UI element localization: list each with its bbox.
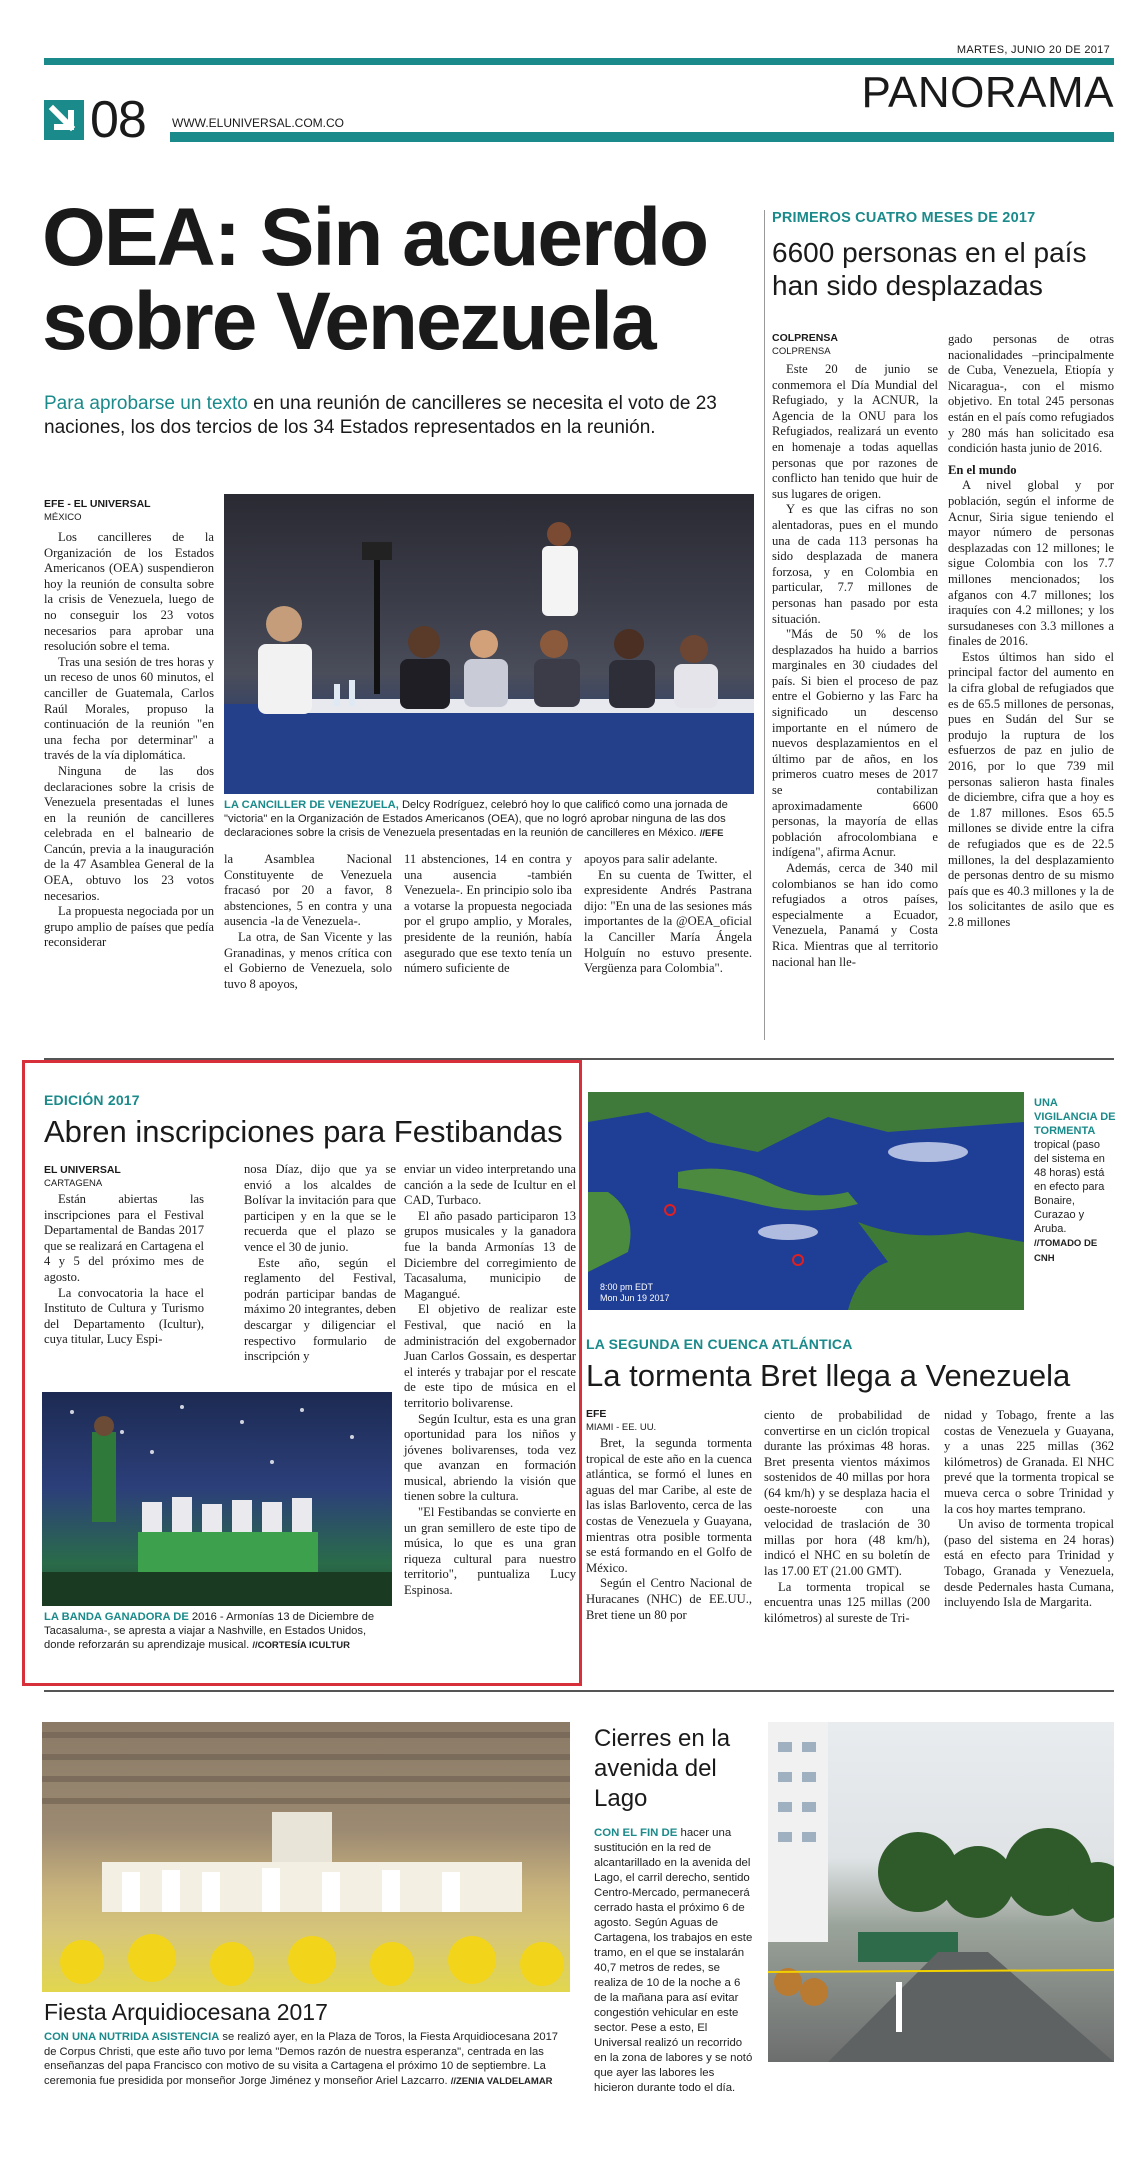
paragraph: Están abiertas las inscripciones para el Festival Departamental de Bandas 2017 que se realizará en Cartagena el 4 y 5 del próximo mes de agosto. [44, 1192, 204, 1284]
festibandas-kicker: EDICIÓN 2017 [44, 1092, 140, 1108]
paragraph: Estos últimos han sido el principal factor del aumento en la cifra global de refugiados que es de 65.5 millones de personas, pues en Sudán del Sur se produjo la ruptura de los esfuerzos de paz en julio de 2016, por lo que 739 mil personas salieron hasta finales de diciembre, cifra que a hoy es de 1.87 millones. Esos 65.5 millones se divide entre la cifra de refugiados que es de 22.5 millones, la del desplazamiento de personas dentro de su mismo país que es 40.3 millones y la de los solicitantes de asilo que es 2.8 millones [948, 649, 1114, 929]
paragraph: La otra, de San Vicente y las Granadinas, y menos crítica con el Gobierno de Venezuela, solo tuvo 8 apoyos, [224, 929, 392, 991]
caption-credit: //EFE [699, 828, 724, 839]
caption-lead: LA CANCILLER DE VENEZUELA, [224, 799, 399, 811]
paragraph: La propuesta negociada por un grupo amplio de países que pedía reconsiderar [44, 904, 214, 950]
map-timestamp [600, 1282, 670, 1304]
fiesta-caption [44, 2030, 572, 2089]
paragraph: El año pasado participaron 13 grupos musicales y la ganadora fue la banda Armonías 13 de Diciembre del corregimiento de Tacasaluma, municipio de Magangué. [404, 1208, 576, 1301]
side-headline: 6600 personas en el país han sido desplazadas [772, 237, 1087, 301]
caption-credit: //CORTESÍA ICULTUR [252, 1640, 350, 1651]
paragraph: Además, cerca de 340 mil colombianos se han ido como refugiados a otros países, especialmente a Ecuador, Venezuela, Panamá y Costa Rica. Mientras que al territorio nacional han lle- [772, 861, 938, 969]
band-photo [42, 1392, 392, 1606]
main-column-3 [404, 852, 572, 977]
paragraph: enviar un video interpretando una canción a la sede de Icultur en el CAD, Turbaco. [404, 1162, 576, 1208]
paragraph: Este 20 de junio se conmemora el Día Mundial del Refugiado, y la ACNUR, la Agencia de la ONU para los Refugiados, realizará un evento en homenaje a todas aquellas personas que por razones de conflicto han tenido que huir de sus lugares de origen. [772, 362, 938, 501]
festibandas-column-1 [44, 1192, 204, 1348]
deck-text: en una reunión de cancilleres se necesita el voto de 23 naciones, los dos tercios de los 34 Estados representados en la reunión. [44, 393, 717, 438]
timestamp-date: Mon Jun 19 2017 [600, 1293, 670, 1303]
header-top-rule [44, 58, 1114, 65]
paragraph: nosa Díaz, dijo que ya se envió a los alcaldes de Bolívar la invitación para que participen y en la que se le recuerda que el plazo se vence el 30 de junio. [244, 1162, 396, 1254]
paragraph: Tras una sesión de tres horas y un receso de unos 60 minutos, el canciller de Guatemala, Carlos Raúl Morales, propuso la continuación de la reunión "en una fecha por determinar" a través de la vía diplomática. [44, 654, 214, 763]
lago-headline: Cierres en la avenida del Lago [594, 1725, 731, 1812]
column-divider [764, 210, 765, 1040]
byline-agency: EFE [586, 1408, 607, 1420]
storm-column-2 [764, 1408, 930, 1626]
arrow-down-right-icon [44, 100, 84, 140]
fiesta-headline: Fiesta Arquidiocesana 2017 [44, 1999, 328, 2025]
caption-credit: //ZENIA VALDELAMAR [450, 2075, 553, 2087]
side-kicker: PRIMEROS CUATRO MESES DE 2017 [772, 210, 1036, 226]
side-column-2 [948, 332, 1114, 931]
paragraph: El objetivo de realizar este Festival, que nació en la administración del exgobernador Juan Carlos Gossain, es despertar el interés y trabajar por el rescate de este tipo de música en el territorio bolivarense. [404, 1302, 576, 1410]
festibandas-byline [44, 1164, 121, 1190]
caption-lead: CON UNA NUTRIDA ASISTENCIA [44, 2031, 220, 2043]
main-headline: OEA: Sin acuerdo sobre Venezuela [42, 192, 708, 367]
storm-column-1 [586, 1436, 752, 1623]
byline-agency: EFE - EL UNIVERSAL [44, 498, 151, 510]
text-body: hacer una sustitución en la red de alcantarillado en la avenida del Lago, el carril derecho, sentido Centro-Mercado, permanecerá cerrado hasta el próximo 6 de agosto. Según Aguas de Cartagena, los trabajos en este tramo, en el que se instalarán 40,7 metros de redes, se realiza de 10 de la noche a 6 de la mañana para así evitar congestión vehicular en este sector. Pese a esto, El Universal realizó un recorrido en la zona de labores y se notó que ayer las labores les hicieron durante todo el día. [594, 1827, 753, 2094]
paragraph: Un aviso de tormenta tropical (paso del sistema en 24 horas) está en efecto para Trinidad y Tobago, Granada y Venezuela, desde Pedernales hasta Cumana, incluyendo Isla de Margarita. [944, 1517, 1114, 1610]
deck-lead: Para aprobarse un texto [44, 393, 248, 414]
band-photo-caption [44, 1610, 394, 1653]
paragraph: Este año, según el reglamento del Festival, podrán participar bandas de máximo 20 integrantes, deben descargar y diligenciar el respectivo formulario de inscripción y [244, 1255, 396, 1364]
paragraph: "Más de 50 % de los desplazados ha huido a barrios marginales en 30 ciudades del país. Si bien el proceso de paz entre el Gobierno y las Farc ha significado un descenso importante en el número de nuevos desplazamientos en el último par de años, en los primeros cuatro meses de 2017 se contabilizan aproximadamente 6600 personas, la mayoría de ellas población afrocolombiana e indígena", afirma Acnur. [772, 627, 938, 860]
paragraph: Los cancilleres de la Organización de los Estados Americanos (OEA) suspendieron hoy la reunión de consulta sobre la crisis de Venezuela, luego de no conseguir los 23 votos necesarios para aprobar una resolución sobre el tema. [44, 530, 214, 654]
paragraph: A nivel global y por población, según el informe de Acnur, Siria sigue teniendo el mayor número de personas desplazadas con 12 millones; le sigue Colombia con los 7.7 millones mencionados; los afganos con 4.7 millones; los iraquíes con 4.2 millones; y los sursudaneses con 3.3 millones a finales de 2016. [948, 478, 1114, 649]
oas-meeting-photo [224, 494, 754, 794]
main-deck [44, 392, 744, 440]
paragraph: ciento de probabilidad de convertirse en un ciclón tropical durante las próximas 48 horas. Bret presenta vientos máximos sostenidos de 40 millas por hora (64 km/h) y se desplaza hacia el oeste-noroeste con una velocidad de traslación de 30 millas por hora (48 km/h), indicó el NHC en su boletín de las 17.00 ET (21.00 GMT). [764, 1408, 930, 1578]
caption-text: tropical (paso del sistema en 48 horas) está en efecto para Bonaire, Curazao y Aruba. [1034, 1139, 1105, 1235]
paragraph: "El Festibandas se convierte en un gran semillero de este tipo de música, lo que es una gran riqueza cultural para nuestro territorio", puntualiza Lucy Espinosa. [404, 1505, 576, 1598]
website-link[interactable]: WWW.ELUNIVERSAL.COM.CO [172, 116, 345, 130]
caption-lead: LA BANDA GANADORA DE [44, 1611, 189, 1623]
paragraph: Bret, la segunda tormenta tropical de este año en la cuenca atlántica, se formó el lunes en aguas del mar Caribe, al este de las islas Barlovento, cerca de las costas de Venezuela y Guayana, mientras otra posible tormenta se está formando en el Golfo de México. [586, 1436, 752, 1575]
storm-column-3 [944, 1408, 1114, 1611]
storm-map-caption [1034, 1096, 1116, 1266]
caption-credit: //TOMADO DE CNH [1034, 1238, 1098, 1264]
byline-agency: EL UNIVERSAL [44, 1164, 121, 1176]
text-lead: CON EL FIN DE [594, 1827, 678, 1839]
issue-date: MARTES, JUNIO 20 DE 2017 [956, 44, 1110, 56]
section-divider [44, 1690, 1114, 1692]
paragraph: nidad y Tobago, frente a las costas de Venezuela y Guayana, y a unas 225 millas (362 kilómetros) de Granada. El NHC prevé que la tormenta tropical se mueva cerca o sobre Trinidad y la cos hoy martes temprano. [944, 1408, 1114, 1516]
byline-dateline: COLPRENSA [772, 346, 831, 357]
timestamp-time: 8:00 pm EDT [600, 1282, 654, 1292]
festibandas-column-2 [244, 1162, 396, 1365]
byline-dateline: MIAMI - EE. UU. [586, 1422, 657, 1433]
storm-satellite-map [588, 1092, 1024, 1310]
caption-text: Delcy Rodríguez, celebró hoy lo que calificó como una jornada de "victoria" en la Organización de Estados Americanos (OEA), que no logró aprobar ninguna de las dos declaraciones sobre la crisis de Venezuela presentadas en la reunión de cancilleres en México. [224, 799, 728, 839]
side-column-1 [772, 362, 938, 970]
fiesta-photo [42, 1722, 570, 1992]
caption-text: se realizó ayer, en la Plaza de Toros, la Fiesta Arquidiocesana 2017 de Corpus Christi, que este año tuvo por lema "Demos razón de nuestra esperanza", centrada en las enseñanzas del papa Francisco con motivo de su visita a Cartagena el próximo 10 de septiembre. La ceremonia fue presidida por monseñor Jorge Jiménez y monseñor Ariel Lazcarro. [44, 2031, 559, 2087]
paragraph: En su cuenta de Twitter, el expresidente Andrés Pastrana dijo: "En una de las sesiones más importantes de la @OEA_oficial la Canciller María Ángela Holguín no estuvo presente. Vergüenza para Colombia". [584, 867, 752, 976]
paragraph: apoyos para salir adelante. [584, 852, 718, 866]
page-number: 08 [90, 91, 146, 149]
paragraph: Según Icultur, esta es una gran oportunidad para los niños y jóvenes bolivarenses, toda vez que avanzan en formación musical, abriendo la visión que tienen sobre la cultura. [404, 1411, 576, 1504]
subhead: En el mundo [948, 462, 1017, 477]
main-byline [44, 498, 214, 524]
storm-headline: La tormenta Bret llega a Venezuela [586, 1358, 1071, 1393]
paragraph: 11 abstenciones, 14 en contra y una ausencia -también Venezuela-. En principio solo iba a votarse la propuesta negociada por el grupo amplio, y Morales, presidente de la reunión, había asegurado que ese texto tenía un número suficiente de [404, 852, 572, 976]
storm-kicker: LA SEGUNDA EN CUENCA ATLÁNTICA [586, 1336, 853, 1352]
paragraph: Y es que las cifras no son alentadoras, pues en el mundo una de cada 113 personas ha sido desplazada de manera forzosa, y en Colombia en particular, 7.7 millones de personas han pasado por esta situación. [772, 502, 938, 626]
header-bottom-rule [170, 132, 1114, 142]
oas-photo-caption [224, 798, 754, 841]
byline-dateline: MÉXICO [44, 512, 82, 523]
festibandas-column-3 [404, 1162, 576, 1599]
main-column-4 [584, 852, 752, 977]
paragraph: gado personas de otras nacionalidades –principalmente de Cuba, Venezuela, Etiopía y Nicaragua-, con el mismo objetivo. En total 245 personas están en el país como refugiados y 280 más han solicitado esa condición hasta junio de 2016. [948, 332, 1114, 456]
paragraph: Según el Centro Nacional de Huracanes (NHC) de EE.UU., Bret tiene un 80 por [586, 1576, 752, 1622]
lago-text [594, 1826, 756, 2096]
storm-byline [586, 1408, 656, 1434]
byline-agency: COLPRENSA [772, 332, 838, 344]
byline-dateline: CARTAGENA [44, 1178, 103, 1189]
main-column-2 [224, 852, 392, 992]
festibandas-headline: Abren inscripciones para Festibandas [44, 1114, 563, 1149]
main-column-1 [44, 530, 214, 951]
paragraph: la Asamblea Nacional Constituyente de Venezuela fracasó por 20 a favor, 8 abstenciones, 5 en contra y una ausencia -la de Venezuela-. [224, 852, 392, 929]
avenue-photo [768, 1722, 1114, 2062]
paragraph: La convocatoria la hace el Instituto de Cultura y Turismo del Departamento (Icultur), cuya titular, Lucy Espi- [44, 1285, 204, 1347]
paragraph: Ninguna de las dos declaraciones sobre la crisis de Venezuela presentadas el lunes en la reunión de cancilleres celebrada en el balneario de Cancún, previa a la inauguración de la 47 Asamblea General de la OEA, obtuvo los 23 votos necesarios. [44, 763, 214, 903]
caption-lead: UNA VIGILANCIA DE TORMENTA [1034, 1097, 1116, 1137]
caption-text: 2016 - Armonías 13 de Diciembre de Tacasaluma-, se apresta a viajar a Nashville, en Estados Unidos, donde reforzarán su aprendizaje musical. [44, 1611, 375, 1651]
side-byline [772, 332, 838, 358]
paragraph: La tormenta tropical se encuentra unas 125 millas (200 kilómetros) al sureste de Tri- [764, 1579, 930, 1625]
section-title: PANORAMA [861, 68, 1114, 117]
